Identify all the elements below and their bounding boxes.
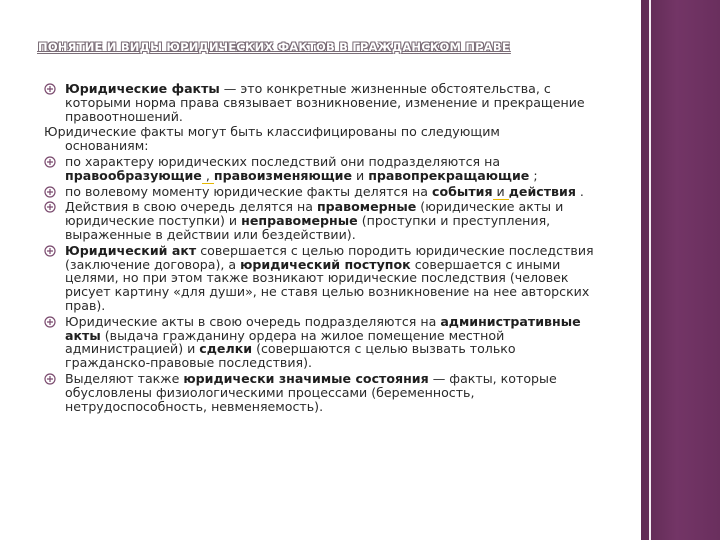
bullet-paragraph-5: [44, 200, 604, 241]
term: правопрекращающие: [368, 167, 530, 183]
text: совершается с целью породить юридические последствия (заключение договора), а: [65, 242, 594, 272]
text: — это конкретные жизненные обстоятельства, с которыми норма права связывает возникновение, изменение и прекращение правоотношений.: [65, 81, 585, 124]
term: сделки: [199, 341, 253, 357]
text: совершается с иными целями, но при этом также возникают юридические последствия (человек рисует картину «для души», не ставя целью возникновение на нее авторских прав).: [65, 256, 590, 313]
text: — факты, которые обусловлены физиологическими процессами (беременность, нетрудоспособность, невменяемость).: [65, 370, 557, 414]
bullet-paragraph-4: [44, 185, 604, 199]
slide-title: ПОНЯТИЕ И ВИДЫ ЮРИДИЧЕСКИХ ФАКТОВ В ГРАЖДАНСКОМ ПРАВЕ: [38, 40, 510, 54]
text-line: основаниям:: [65, 138, 149, 154]
text: Выделяют также: [65, 370, 184, 386]
text-line: Юридические факты могут быть классифицированы по следующим: [44, 124, 500, 140]
circled-plus-icon: [44, 245, 56, 257]
term-legal-facts: Юридические факты: [65, 81, 220, 96]
circled-plus-icon: [44, 201, 56, 213]
text: ;: [529, 167, 538, 183]
circled-plus-icon: [44, 83, 56, 95]
term: действия: [508, 183, 576, 199]
slide-body: [44, 82, 604, 415]
term: правомерные: [316, 199, 417, 215]
term: неправомерные: [241, 213, 358, 229]
term: административные акты: [65, 313, 581, 343]
text: Действия в свою очередь делятся на: [65, 199, 317, 215]
circled-plus-icon: [44, 156, 56, 168]
bullet-paragraph-7: [44, 315, 604, 370]
text: (выдача гражданину ордера на жилое помещение местной администрацией) и: [65, 327, 505, 357]
text: по характеру юридических последствий они подразделяются на: [65, 153, 501, 169]
text: по волевому моменту юридические факты делятся на: [65, 183, 433, 199]
text: ,: [201, 167, 214, 183]
text: и: [492, 183, 509, 199]
term: юридический поступок: [240, 256, 411, 272]
term: правообразующие: [65, 167, 202, 183]
text: Юридические акты в свою очередь подразделяются на: [65, 313, 441, 329]
text: .: [575, 183, 584, 199]
term: Юридический акт: [65, 242, 197, 258]
decorative-sidebar: [641, 0, 720, 540]
sidebar-divider-line: [649, 0, 651, 540]
term: события: [432, 183, 493, 199]
text: (проступки и преступления, выраженные в действии или бездействии).: [65, 213, 551, 242]
text: и: [352, 167, 369, 183]
bullet-paragraph-3: [44, 155, 604, 183]
plain-paragraph-2: [44, 125, 604, 153]
bullet-paragraph-6: [44, 244, 604, 313]
bullet-paragraph-8: [44, 372, 604, 413]
text: (юридические акты и юридические поступки) и: [65, 199, 564, 229]
text: (совершаются с целью вызвать только гражданско-правовые последствия).: [65, 341, 516, 371]
circled-plus-icon: [44, 373, 56, 385]
bullet-paragraph-1: [44, 82, 604, 123]
term: правоизменяющие: [213, 167, 353, 183]
term: юридически значимые состояния: [183, 370, 429, 386]
circled-plus-icon: [44, 316, 56, 328]
circled-plus-icon: [44, 186, 56, 198]
